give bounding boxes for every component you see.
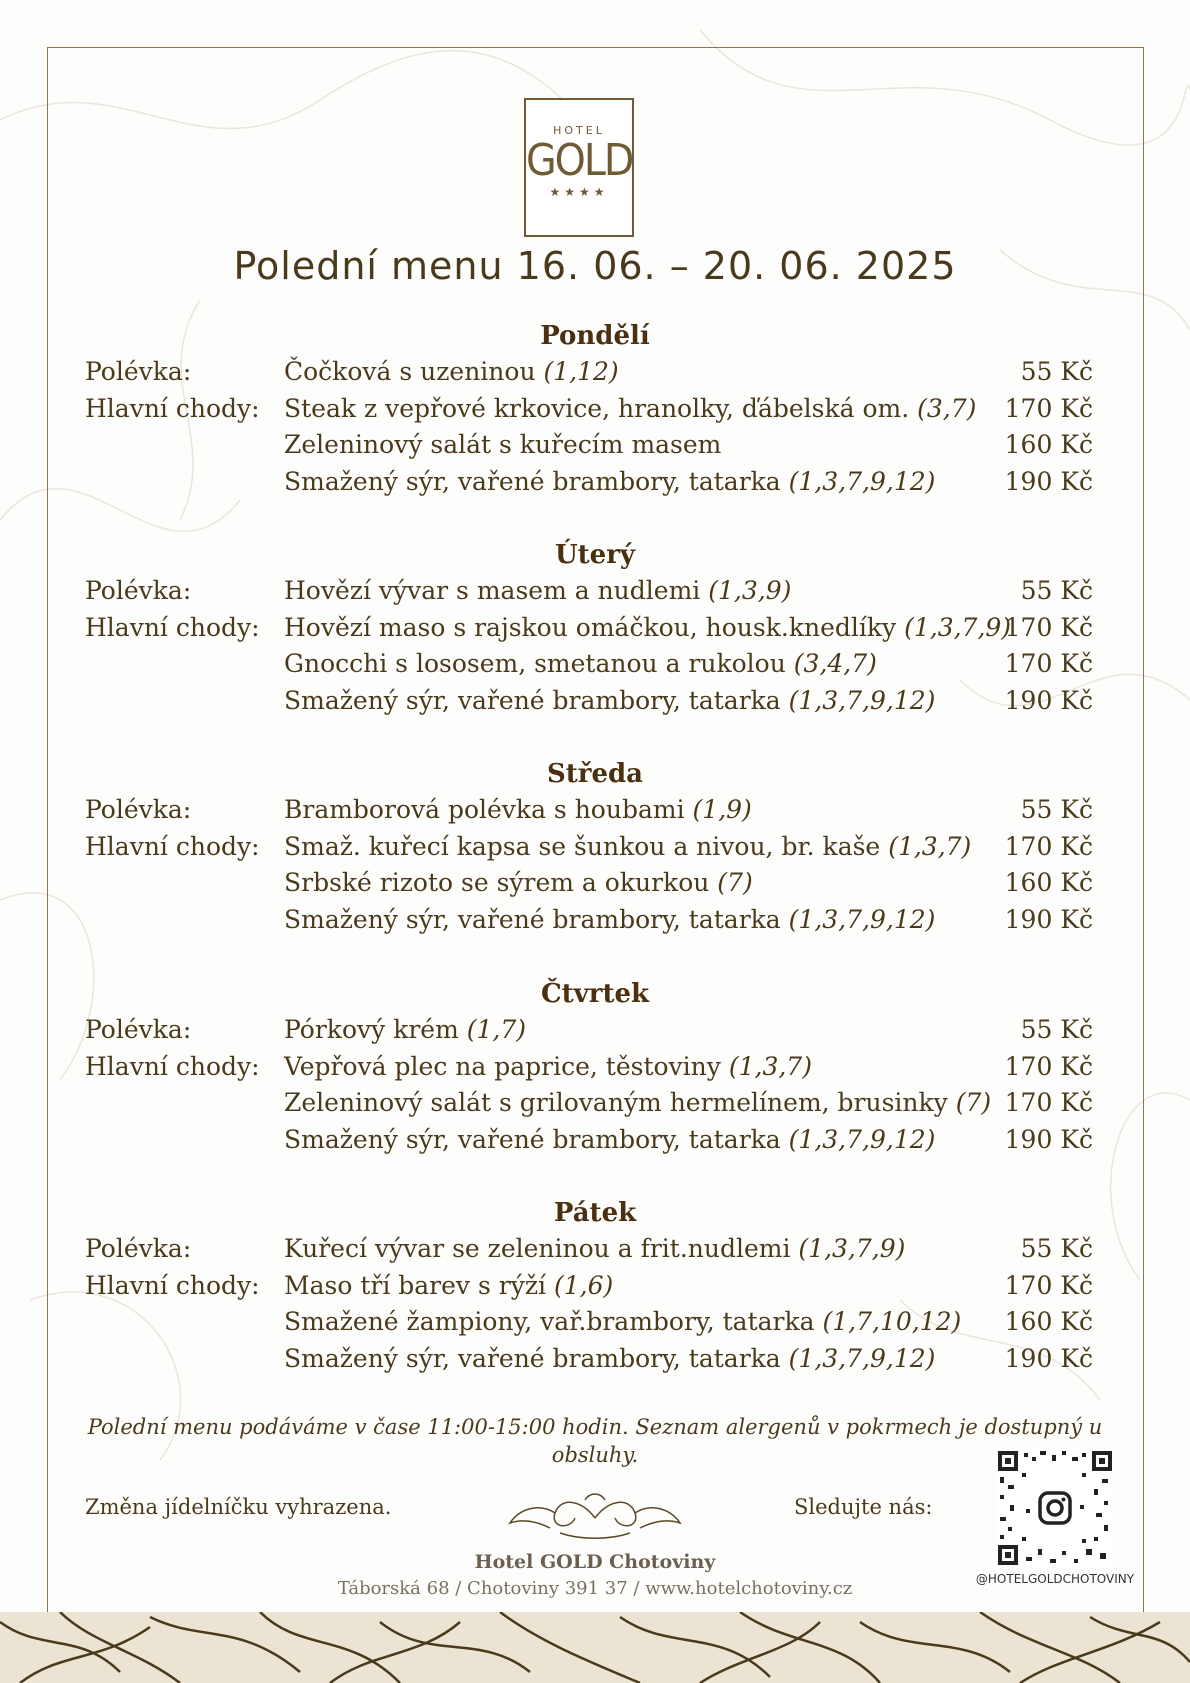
day-section xyxy=(0,537,1190,719)
menu-row xyxy=(0,1304,1190,1341)
dish-price: 55 Kč xyxy=(1020,795,1093,824)
dish-price: 170 Kč xyxy=(1004,1051,1093,1081)
menu-row xyxy=(0,829,1190,866)
menu-row xyxy=(0,610,1190,647)
day-section xyxy=(0,756,1190,938)
dish xyxy=(284,354,619,391)
dish-name: Smažený sýr, vařené brambory, tatarka xyxy=(284,685,781,715)
dish-price: 160 Kč xyxy=(1004,1307,1093,1336)
course-label: Hlavní chody: xyxy=(85,1270,260,1300)
dish-allergens: (1,3,9) xyxy=(708,576,792,605)
menu-row xyxy=(0,865,1190,902)
dish-name: Srbské rizoto se sýrem a okurkou xyxy=(284,868,710,897)
course-label: Hlavní chody: xyxy=(85,831,260,861)
dish xyxy=(284,865,753,902)
dish-name: Zeleninový salát s kuřecím masem xyxy=(284,430,722,459)
day-name: Pátek xyxy=(553,1198,637,1228)
dish xyxy=(284,610,1011,647)
menu-row xyxy=(0,464,1190,501)
dish xyxy=(284,1122,935,1159)
dish-allergens: (1,3,7) xyxy=(728,1051,812,1081)
dish-name: Smažený sýr, vařené brambory, tatarka xyxy=(284,904,781,934)
dish xyxy=(284,391,976,428)
dish-name: Steak z vepřové krkovice, hranolky, ďábelská om. xyxy=(284,393,910,423)
course-label: Polévka: xyxy=(85,1015,192,1044)
dish-name: Vepřová plec na paprice, těstoviny xyxy=(284,1051,721,1081)
dish-price: 160 Kč xyxy=(1004,430,1093,459)
dish-name: Zeleninový salát s grilovaným hermelínem, brusinky xyxy=(284,1088,948,1117)
day-name: Pondělí xyxy=(540,321,650,351)
logo-hotel-text: HOTEL xyxy=(553,124,605,137)
dish-allergens: (3,7) xyxy=(917,393,977,423)
menu-row xyxy=(0,1049,1190,1086)
ornament-icon xyxy=(500,1488,690,1548)
instagram-qr-code[interactable] xyxy=(996,1449,1114,1567)
day-name: Středa xyxy=(546,759,644,789)
dish xyxy=(284,1049,812,1086)
follow-us-label: Sledujte nás: xyxy=(794,1495,933,1519)
course-label: Polévka: xyxy=(85,1234,192,1263)
menu-row xyxy=(0,646,1190,683)
dish-name: Smažený sýr, vařené brambory, tatarka xyxy=(284,1343,781,1373)
dish-price: 170 Kč xyxy=(1004,1270,1093,1300)
dish xyxy=(284,573,791,610)
hotel-address: Táborská 68 / Chotoviny 391 37 / www.hotelchotoviny.cz xyxy=(337,1578,853,1599)
dish-name: Hovězí vývar s masem a nudlemi xyxy=(284,576,701,605)
dish xyxy=(284,792,752,829)
menu-row xyxy=(0,573,1190,610)
logo-stars: ★★★★ xyxy=(549,185,609,199)
dish xyxy=(284,829,971,866)
dish-allergens: (1,3,7,9,12) xyxy=(788,904,936,934)
instagram-handle: @HOTELGOLDCHOTOVINY xyxy=(975,1572,1135,1586)
day-name: Úterý xyxy=(554,540,636,570)
dish-price: 55 Kč xyxy=(1020,576,1093,605)
course-label: Polévka: xyxy=(85,576,192,605)
dish xyxy=(284,464,935,501)
menu-row xyxy=(0,1268,1190,1305)
course-label: Polévka: xyxy=(85,357,192,386)
dish-allergens: (3,4,7) xyxy=(793,649,877,678)
menu-row xyxy=(0,1341,1190,1378)
dish-name: Kuřecí vývar se zeleninou a frit.nudlemi xyxy=(284,1234,791,1263)
dish-name: Smažený sýr, vařené brambory, tatarka xyxy=(284,1124,781,1154)
menu-row xyxy=(0,1085,1190,1122)
menu-row xyxy=(0,683,1190,720)
dish-price: 190 Kč xyxy=(1004,685,1093,715)
dish-price: 160 Kč xyxy=(1004,868,1093,897)
menu-row xyxy=(0,1231,1190,1268)
hotel-name: Hotel GOLD Chotoviny xyxy=(474,1551,716,1573)
menu-row xyxy=(0,427,1190,464)
serving-note: Polední menu podáváme v čase 11:00-15:00 hodin. Seznam alergenů v pokrmech je dostupný u obsluhy. xyxy=(87,1415,1103,1467)
dish-name: Gnocchi s lososem, smetanou a rukolou xyxy=(284,649,786,678)
course-label: Polévka: xyxy=(85,795,192,824)
dish-allergens: (1,3,7,9,12) xyxy=(788,466,936,496)
dish-price: 170 Kč xyxy=(1004,649,1093,678)
dish-allergens: (7) xyxy=(717,868,753,897)
dish xyxy=(284,1231,905,1268)
dish-name: Hovězí maso s rajskou omáčkou, housk.knedlíky xyxy=(284,612,897,642)
dish xyxy=(284,1304,961,1341)
dish xyxy=(284,427,721,464)
dish xyxy=(284,1341,935,1378)
dish-price: 190 Kč xyxy=(1004,1124,1093,1154)
day-section xyxy=(0,976,1190,1158)
dish-price: 170 Kč xyxy=(1004,1088,1093,1117)
menu-row xyxy=(0,792,1190,829)
dish-price: 190 Kč xyxy=(1004,466,1093,496)
day-name: Čtvrtek xyxy=(540,979,650,1009)
dish-allergens: (1,6) xyxy=(553,1270,614,1300)
dish-allergens: (7) xyxy=(955,1088,992,1117)
course-label: Hlavní chody: xyxy=(85,393,260,423)
menu-row xyxy=(0,391,1190,428)
dish-price: 190 Kč xyxy=(1004,904,1093,934)
dish-allergens: (1,3,7,9,12) xyxy=(788,685,936,715)
dish-name: Bramborová polévka s houbami xyxy=(284,795,685,824)
dish-price: 170 Kč xyxy=(1004,612,1093,642)
dish-name: Pórkový krém xyxy=(284,1015,459,1044)
dish-allergens: (1,3,7,9,12) xyxy=(788,1124,936,1154)
page-title: Polední menu 16. 06. – 20. 06. 2025 xyxy=(233,244,957,288)
dish-name: Smažený sýr, vařené brambory, tatarka xyxy=(284,466,781,496)
dish-price: 190 Kč xyxy=(1004,1343,1093,1373)
menu-row xyxy=(0,1012,1190,1049)
dish-name: Maso tří barev s rýží xyxy=(284,1270,547,1300)
hotel-gold-logo xyxy=(524,98,634,237)
dish xyxy=(284,683,935,720)
menu-row xyxy=(0,902,1190,939)
bottom-leaf-band xyxy=(0,1612,1190,1683)
dish-price: 170 Kč xyxy=(1004,393,1093,423)
dish-allergens: (1,3,7,9) xyxy=(904,612,1012,642)
dish-price: 55 Kč xyxy=(1020,1234,1093,1263)
dish-allergens: (1,7,10,12) xyxy=(822,1307,962,1336)
dish-allergens: (1,3,7) xyxy=(888,831,972,861)
dish-name: Smažené žampiony, vař.brambory, tatarka xyxy=(284,1307,815,1336)
menu-row xyxy=(0,354,1190,391)
dish xyxy=(284,646,877,683)
course-label: Hlavní chody: xyxy=(85,612,260,642)
dish-price: 170 Kč xyxy=(1004,831,1093,861)
course-label: Hlavní chody: xyxy=(85,1051,260,1081)
day-section xyxy=(0,1195,1190,1377)
dish xyxy=(284,1012,526,1049)
day-section xyxy=(0,318,1190,500)
dish-price: 55 Kč xyxy=(1020,357,1093,386)
menu-change-note: Změna jídelníčku vyhrazena. xyxy=(85,1495,392,1519)
dish-allergens: (1,3,7,9,12) xyxy=(788,1343,936,1373)
dish xyxy=(284,902,935,939)
logo-gold-text: GOLD xyxy=(526,135,633,186)
dish-allergens: (1,9) xyxy=(692,795,752,824)
dish-allergens: (1,7) xyxy=(466,1015,527,1044)
dish-name: Čočková s uzeninou xyxy=(284,357,536,386)
dish xyxy=(284,1268,613,1305)
dish-allergens: (1,3,7,9) xyxy=(798,1234,906,1263)
dish xyxy=(284,1085,991,1122)
menu-row xyxy=(0,1122,1190,1159)
dish-price: 55 Kč xyxy=(1020,1015,1093,1044)
dish-name: Smaž. kuřecí kapsa se šunkou a nivou, br. kaše xyxy=(284,831,881,861)
dish-allergens: (1,12) xyxy=(543,357,619,386)
